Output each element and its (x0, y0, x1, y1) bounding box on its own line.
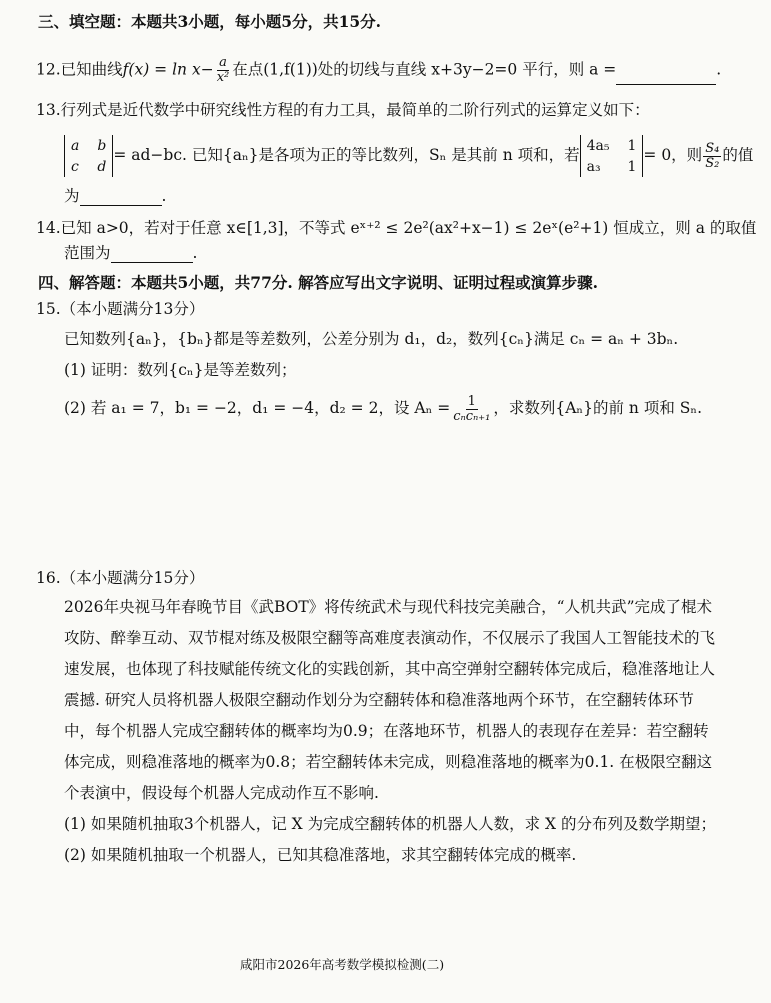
q16-line: 体完成，则稳准落地的概率为0.8；若空翻转体未完成，则稳准落地的概率为0.1. 在极限空翻这 (64, 753, 713, 771)
det2-c: a₃ (586, 158, 601, 175)
section-4-heading: 四、解答题：本题共5小题，共77分. 解答应写出文字说明、证明过程或演算步骤. (38, 273, 599, 292)
q15-part-2 (64, 393, 702, 424)
det2-d: 1 (627, 158, 637, 175)
q15-line-1: 已知数列{aₙ}，{bₙ}都是等差数列，公差分别为 d₁，d₂，数列{cₙ}满足 cₙ = aₙ + 3bₙ. (64, 330, 679, 348)
q13-ratio (703, 142, 721, 171)
q12-end: . (716, 60, 722, 79)
q12-fraction (215, 56, 232, 85)
q14-line-1 (36, 218, 756, 238)
q13-condition: = 0，则 (643, 146, 703, 164)
q15-part-1: (1) 证明：数列{cₙ}是等差数列； (64, 361, 297, 379)
q16-header: 16.（本小题满分15分） (36, 569, 205, 587)
q15-part2-a: (2) 若 a₁ = 7，b₁ = −2，d₁ = −4，d₂ = 2，设 Aₙ = (64, 399, 451, 417)
q16-part-1: (1) 如果随机抽取3个机器人，记 X 为完成空翻转体的机器人人数，求 X 的分布列及数学期望； (64, 815, 717, 833)
q13-line-2 (64, 132, 753, 178)
q12-number: 12. (36, 60, 61, 79)
q13-ratio-den: S₂ (705, 155, 720, 171)
det1-d: d (97, 158, 107, 175)
question-12 (36, 56, 721, 85)
q14-text: 已知 a>0，若对于任意 x∈[1,3]，不等式 eˣ⁺² ≤ 2e²(ax²+x−1) ≤ 2eˣ(e²+1) 恒成立，则 a 的取值 (60, 219, 757, 237)
q12-answer-blank[interactable] (616, 68, 716, 85)
q14-end: . (192, 244, 198, 262)
section-3-heading: 三、填空题：本题共3小题，每小题5分，共15分. (38, 12, 382, 31)
q13-determinant-definition (64, 135, 113, 177)
q15-fraction (451, 395, 492, 424)
q13-line3-text: 为 (64, 187, 80, 205)
q12-frac-den: x² (216, 70, 230, 85)
q13-line-3 (64, 186, 166, 206)
q14-line-2 (64, 243, 197, 263)
q13-answer-blank[interactable] (80, 189, 162, 206)
q14-line2-text: 范围为 (64, 244, 111, 262)
q13-definition-text: = ad−bc. 已知{aₙ}是各项为正的等比数列，Sₙ 是其前 n 项和，若 (113, 146, 580, 164)
q13-determinant-condition (580, 135, 644, 177)
q13-line-1 (36, 100, 650, 120)
q16-line: 攻防、醉拳互动、双节棍对练及极限空翻等高难度表演动作，不仅展示了我国人工智能技术的飞 (64, 629, 716, 647)
q13-tail: 的值 (722, 146, 754, 164)
q12-frac-num: a (219, 55, 227, 70)
q12-func: f(x) = ln x− (122, 60, 214, 79)
q16-line: 个表演中，假设每个机器人完成动作互不影响. (64, 784, 379, 802)
q16-line: 中，每个机器人完成空翻转体的概率均为0.9；在落地环节，机器人的表现存在差异：若空翻转 (64, 722, 709, 740)
q16-part-2: (2) 如果随机抽取一个机器人，已知其稳准落地，求其空翻转体完成的概率. (64, 846, 577, 864)
q13-number: 13. (36, 101, 61, 119)
q16-line: 速发展，也体现了科技赋能传统文化的实践创新，其中高空弹射空翻转体完成后，稳准落地让人 (64, 660, 716, 678)
det2-a: 4a₅ (586, 137, 610, 154)
q12-text-a: 已知曲线 (60, 60, 123, 79)
q15-part2-b: ，求数列{Aₙ}的前 n 项和 Sₙ. (493, 399, 703, 417)
q14-answer-blank[interactable] (111, 246, 193, 263)
q15-frac-den: cₙcₙ₊₁ (453, 408, 491, 424)
q13-intro: 行列式是近代数学中研究线性方程的有力工具，最简单的二阶行列式的运算定义如下： (60, 101, 650, 119)
page-footer: 咸阳市2026年高考数学模拟检测(二) (240, 957, 445, 972)
q12-text-b: 在点(1,f(1))处的切线与直线 x+3y−2=0 平行，则 a = (232, 60, 617, 79)
q13-ratio-num: S₄ (705, 140, 720, 156)
q13-end: . (161, 187, 167, 205)
det1-b: b (97, 137, 107, 154)
q15-frac-num: 1 (467, 393, 476, 409)
q16-line: 震撼. 研究人员将机器人极限空翻动作划分为空翻转体和稳准落地两个环节，在空翻转体环节 (64, 691, 694, 709)
q16-line: 2026年央视马年春晚节目《武BOT》将传统武术与现代科技完美融合，“人机共武”完成了棍术 (64, 598, 713, 616)
det1-a: a (71, 137, 80, 154)
det1-c: c (71, 158, 79, 175)
q14-number: 14. (36, 219, 61, 237)
det2-b: 1 (627, 137, 637, 154)
q15-header: 15.（本小题满分13分） (36, 300, 205, 318)
